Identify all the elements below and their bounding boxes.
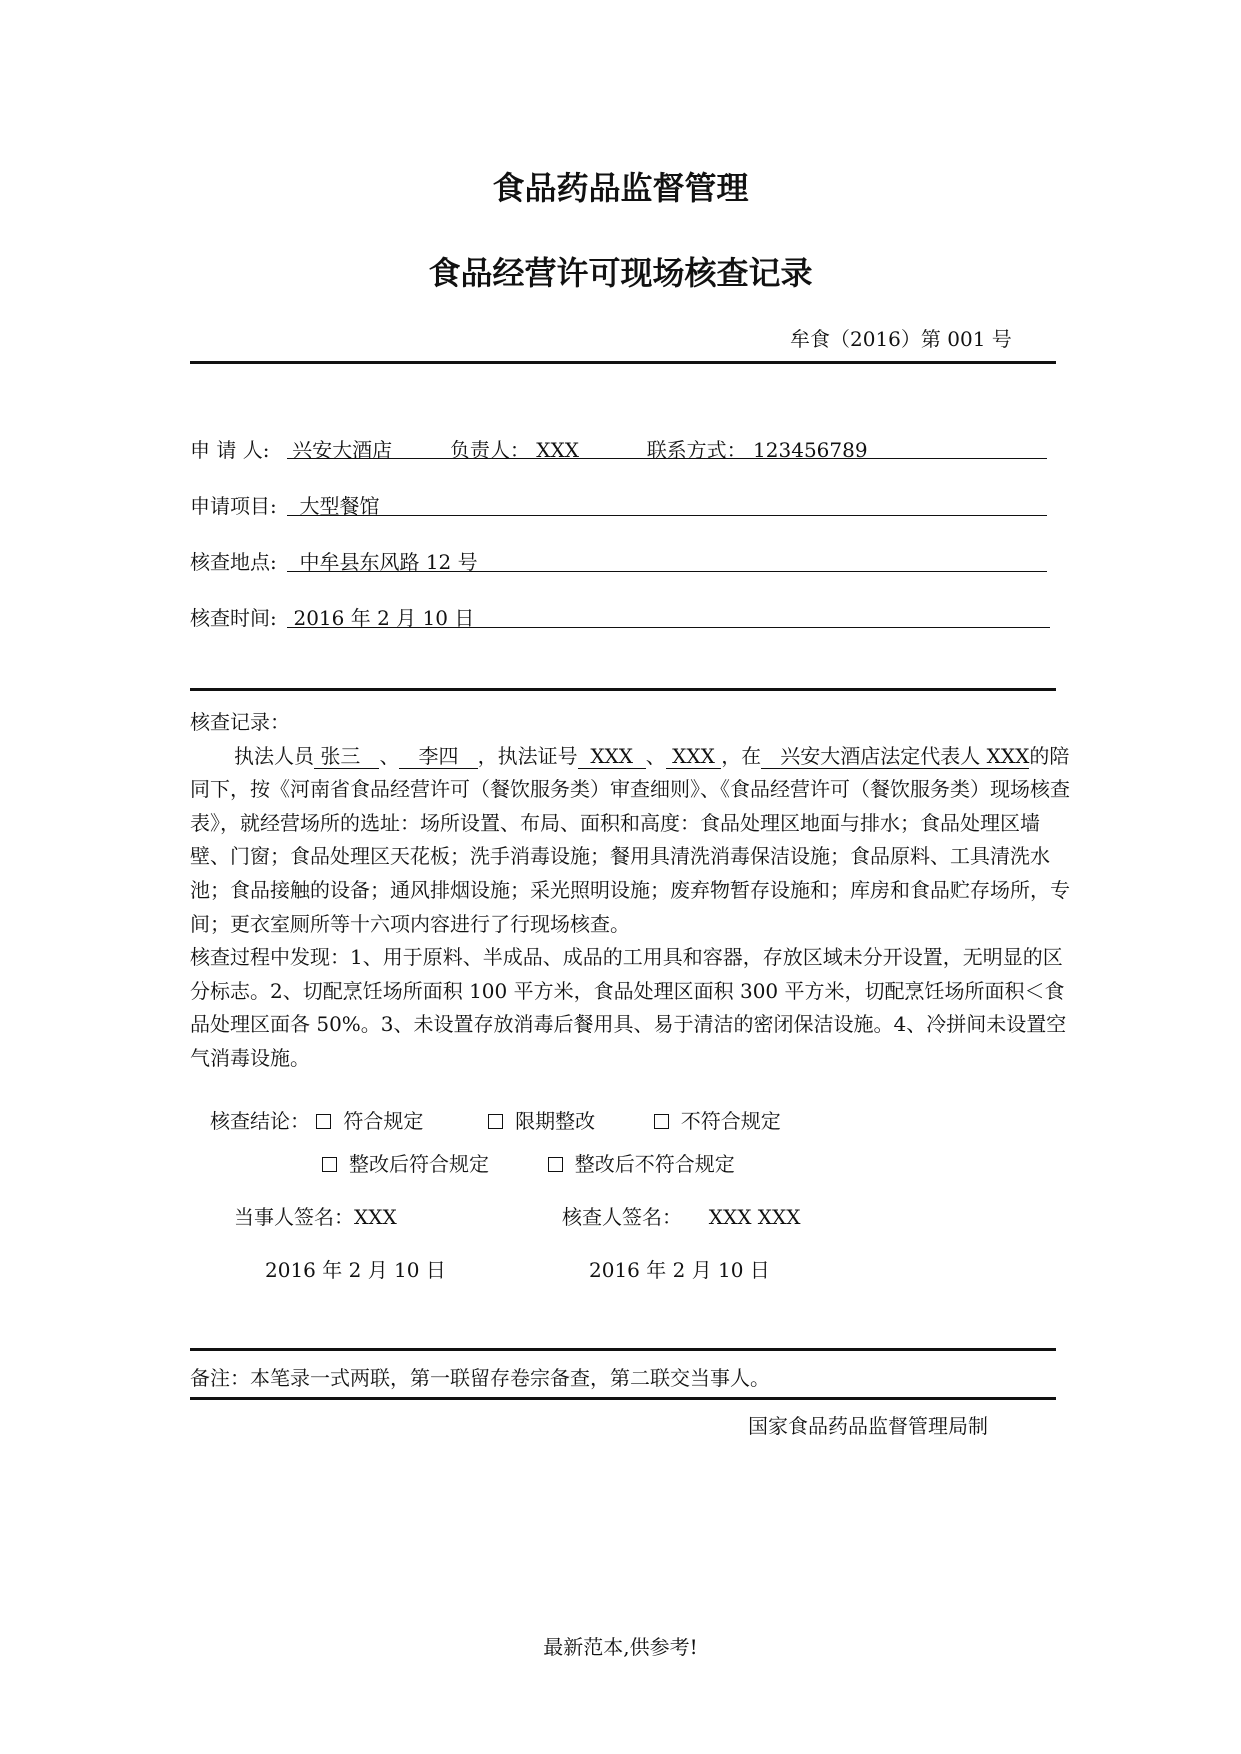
inspection-record [190, 706, 1070, 1076]
bottom-note: 最新范本,供参考! [543, 1635, 698, 1659]
location-label: 核查地点: [190, 550, 277, 574]
middle-divider [190, 688, 1056, 691]
record-body: 的陪同下，按《河南省食品经营许可（餐饮服务类）审查细则》、《食品经营许可（餐饮服务类）现场核查表》，就经营场所的选址：场所设置、布局、面积和高度：食品处理区地面与排水；食品处理区墙壁、门窗；食品处理区天花板；洗手消毒设施；餐用具清洗消毒保洁设施；食品原料、工具清洗水池；食品接触的设备；通风排烟设施；采光照明设施；废弃物暂存设施和；库房和食品贮存场所，专间；更衣室厕所等十六项内容进行了行现场核查。 [190, 743, 1070, 936]
time-label: 核查时间: [190, 606, 277, 630]
footer-note: 备注：本笔录一式两联，第一联留存卷宗备查，第二联交当事人。 [190, 1366, 770, 1390]
applicant-value: 兴安大酒店 [292, 438, 393, 462]
party-signature-label: 当事人签名： [234, 1205, 354, 1229]
contact-label: 联系方式： [646, 438, 747, 462]
location-underline [287, 571, 1047, 572]
inspector-signature-value: XXX XXX [708, 1205, 801, 1229]
inspector-signature [562, 1201, 801, 1230]
person-in-charge-value: XXX [536, 438, 579, 462]
cert-2: XXX [666, 744, 721, 769]
option-noncompliant-after-rectify[interactable]: 整改后不符合规定 [548, 1152, 735, 1176]
option-compliant-after-rectify[interactable]: 整改后符合规定 [322, 1152, 489, 1176]
officers-prefix: 执法人员 [234, 743, 314, 768]
contact-value: 123456789 [753, 438, 868, 462]
top-divider [190, 361, 1056, 364]
separator-1: 、 [379, 743, 400, 768]
officer-2: 李四 [399, 744, 477, 769]
party-signature-value: XXX [354, 1205, 397, 1229]
conclusion-row-1 [210, 1105, 781, 1134]
inspector-signature-label: 核查人签名： [562, 1205, 682, 1229]
cert-prefix: ，执法证号 [477, 743, 578, 768]
document-subtitle: 食品经营许可现场核查记录 [428, 254, 813, 292]
time-value: 2016 年 2 月 10 日 [293, 606, 475, 630]
document-number: 牟食（2016）第 001 号 [790, 327, 1012, 351]
project-underline [287, 515, 1047, 516]
applicant-underline [287, 458, 1047, 459]
location-value: 中牟县东风路 12 号 [299, 550, 478, 574]
note-bottom-divider [190, 1397, 1056, 1400]
note-top-divider [190, 1348, 1056, 1351]
project-value: 大型餐馆 [299, 494, 380, 518]
applicant-label: 申 请 人: [190, 438, 270, 462]
cert-1: XXX [578, 744, 646, 769]
checkbox-icon[interactable] [316, 1114, 331, 1129]
checkbox-icon[interactable] [488, 1114, 503, 1129]
option-noncompliant[interactable]: 不符合规定 [654, 1109, 781, 1133]
record-heading: 核查记录： [190, 710, 290, 734]
issuer: 国家食品药品监督管理局制 [748, 1414, 988, 1438]
inspector-signature-date: 2016 年 2 月 10 日 [589, 1258, 770, 1282]
document-title: 食品药品监督管理 [492, 169, 749, 207]
in-prefix: ，在 [721, 743, 762, 768]
accompany-party: 兴安大酒店法定代表人 XXX [761, 744, 1029, 769]
checkbox-icon[interactable] [548, 1157, 563, 1172]
checkbox-icon[interactable] [654, 1114, 669, 1129]
option-compliant[interactable]: 符合规定 [316, 1109, 423, 1133]
officer-1: 张三 [314, 744, 379, 769]
record-findings: 核查过程中发现：1、用于原料、半成品、成品的工用具和容器，存放区域未分开设置，无明显的区分标志。2、切配烹饪场所面积 100 平方米，食品处理区面积 300 平方米，切配烹饪场所面积＜食品处理区面各 50%。3、未设置存放消毒后餐用具、易于清洁的密闭保洁设施。4、冷拼间未设置空气消毒设施。 [190, 945, 1067, 1070]
person-in-charge-label: 负责人： [449, 438, 530, 462]
record-officers-line [190, 740, 1070, 942]
checkbox-icon[interactable] [322, 1157, 337, 1172]
time-underline [287, 627, 1050, 628]
option-rectify-deadline[interactable]: 限期整改 [488, 1109, 595, 1133]
separator-2: 、 [645, 743, 666, 768]
party-signature-date: 2016 年 2 月 10 日 [265, 1258, 446, 1282]
conclusion-label: 核查结论： [210, 1109, 310, 1133]
party-signature [234, 1201, 397, 1230]
conclusion-row-2 [322, 1148, 735, 1177]
project-label: 申请项目: [190, 494, 277, 518]
